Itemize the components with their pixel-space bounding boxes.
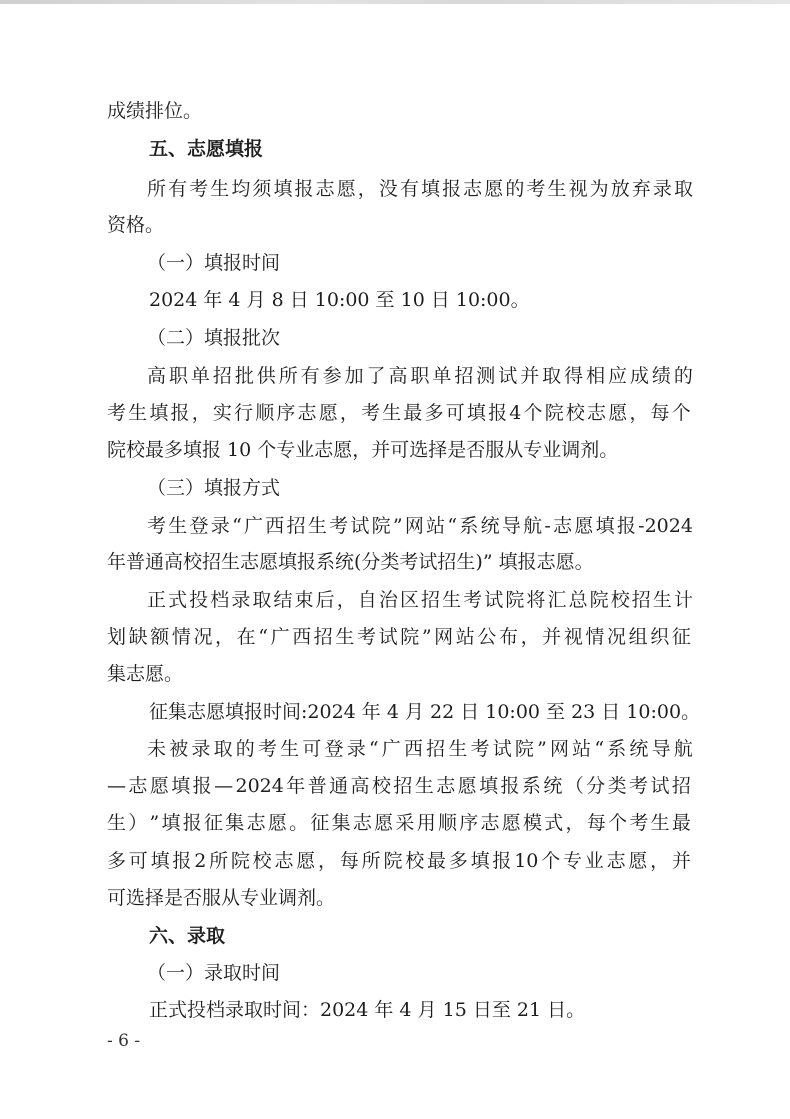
paragraph-line: 可选择是否服从专业调剂。 — [107, 887, 336, 909]
paragraph-line: 所 有 考 生 均 须 填 报 志 愿 ， 没 有 填 报 志 愿 的 考 生 视 为 放 弃 录 取 — [147, 178, 693, 200]
paragraph-line: 年普通高校招生志愿填报系统(分类考试招生)” 填报志愿。 — [107, 551, 594, 573]
text-line: 成绩排位。 — [107, 100, 203, 122]
subheading: （二）填报批次 — [147, 327, 281, 349]
paragraph-line: 未 被 录 取 的 考 生 可 登 录 “ 广 西 招 生 考 试 院 ” 网 站 “ 系 统 导 航 — [147, 738, 693, 760]
paragraph-line: 生 ） ” 填 报 征 集 志 愿 。 征 集 志 愿 采 用 顺 序 志 愿 模 式 ， 每 个 考 生 最 — [107, 812, 691, 834]
paragraph-line: 正式投档录取时间：2024 年 4 月 15 日至 21 日。 — [149, 999, 586, 1021]
paragraph-line: 考 生 登 录 “ 广 西 招 生 考 试 院 ” 网 站 “ 系 统 导 航 - 志 愿 填 报 -2024 — [147, 515, 693, 537]
page-number: - 6 - — [107, 1031, 141, 1051]
subheading: （三）填报方式 — [147, 477, 281, 499]
paragraph-line: 考 生 填 报 ， 实 行 顺 序 志 愿 ， 考 生 最 多 可 填 报 4 个 院 校 志 愿 ， 每 个 — [107, 402, 691, 424]
paragraph-line: 多 可 填 报 2 所 院 校 志 愿 ， 每 所 院 校 最 多 填 报 10 个 专 业 志 愿 ， 并 — [107, 850, 691, 872]
scan-top-edge — [0, 0, 790, 4]
subheading: （一）录取时间 — [147, 962, 281, 984]
paragraph-line: 高 职 单 招 批 供 所 有 参 加 了 高 职 单 招 测 试 并 取 得 相 应 成 绩 的 — [147, 365, 693, 387]
section-heading-6: 六、录取 — [149, 925, 226, 947]
paragraph-line: 正 式 投 档 录 取 结 束 后 ， 自 治 区 招 生 考 试 院 将 汇 总 院 校 招 生 计 — [147, 589, 693, 611]
paragraph-line: 划 缺 额 情 况 ， 在 “ 广 西 招 生 考 试 院 ” 网 站 公 布 ， 并 视 情 况 组 织 征 — [107, 626, 691, 648]
paragraph-line: 集志愿。 — [107, 663, 184, 685]
subheading: （一）填报时间 — [147, 252, 281, 274]
paragraph-line: 2024 年 4 月 8 日 10:00 至 10 日 10:00。 — [149, 289, 530, 311]
paragraph-line: 资格。 — [107, 214, 165, 236]
section-heading-5: 五、志愿填报 — [149, 138, 264, 160]
paragraph-line: 征集志愿填报时间:2024 年 4 月 22 日 10:00 至 23 日 10:00。 — [149, 701, 701, 723]
paragraph-line: — 志 愿 填 报 — 2024 年 普 通 高 校 招 生 志 愿 填 报 系 统 （ 分 类 考 试 招 — [107, 775, 691, 797]
paragraph-line: 院校最多填报 10 个专业志愿，并可选择是否服从专业调剂。 — [107, 439, 619, 461]
